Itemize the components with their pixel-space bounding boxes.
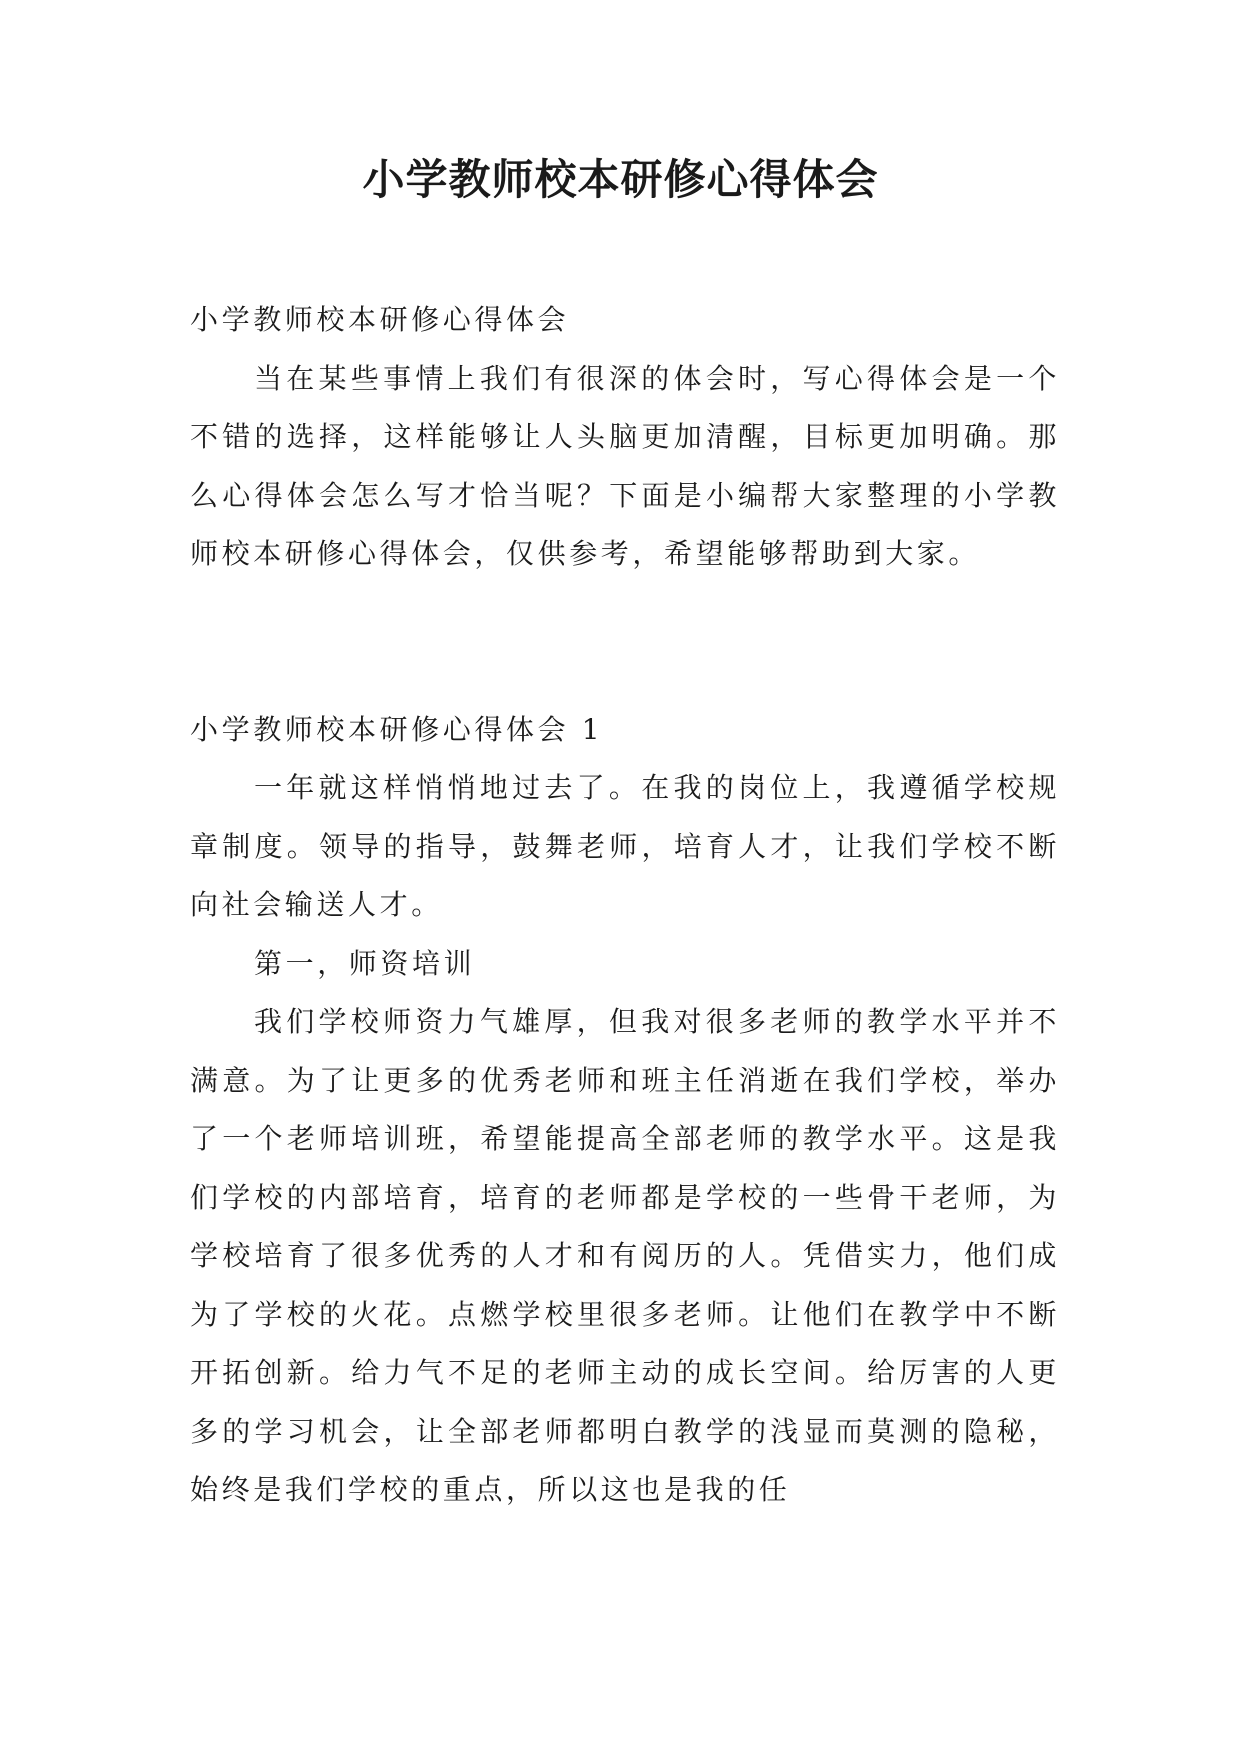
section-1-subheading: 第一，师资培训 bbox=[254, 946, 476, 980]
document-body bbox=[190, 291, 1060, 1520]
section-1-paragraph-1: 一年就这样悄悄地过去了。在我的岗位上，我遵循学校规章制度。领导的指导，鼓舞老师，培育人才，让我们学校不断向社会输送人才。 bbox=[190, 771, 1060, 921]
document-title: 小学教师校本研修心得体会 bbox=[362, 155, 879, 204]
section-1-paragraph-2: 我们学校师资力气雄厚，但我对很多老师的教学水平并不满意。为了让更多的优秀老师和班主任消逝在我们学校，举办了一个老师培训班，希望能提高全部老师的教学水平。这是我们学校的内部培育，培育的老师都是学校的一些骨干老师，为学校培育了很多优秀的人才和有阅历的人。凭借实力，他们成为了学校的火花。点燃学校里很多老师。让他们在教学中不断开拓创新。给力气不足的老师主动的成长空间。给厉害的人更多的学习机会，让全部老师都明白教学的浅显而莫测的隐秘，始终是我们学校的重点，所以这也是我的任 bbox=[190, 1005, 1060, 1506]
section-spacer bbox=[190, 584, 1060, 701]
intro-heading: 小学教师校本研修心得体会 bbox=[190, 303, 570, 336]
intro-paragraph: 当在某些事情上我们有很深的体会时，写心得体会是一个不错的选择，这样能够让人头脑更加清醒，目标更加明确。那么心得体会怎么写才恰当呢？下面是小编帮大家整理的小学教师校本研修心得体会，仅供参考，希望能够帮助到大家。 bbox=[190, 361, 1060, 570]
section-1-heading: 小学教师校本研修心得体会 1 bbox=[190, 712, 604, 746]
